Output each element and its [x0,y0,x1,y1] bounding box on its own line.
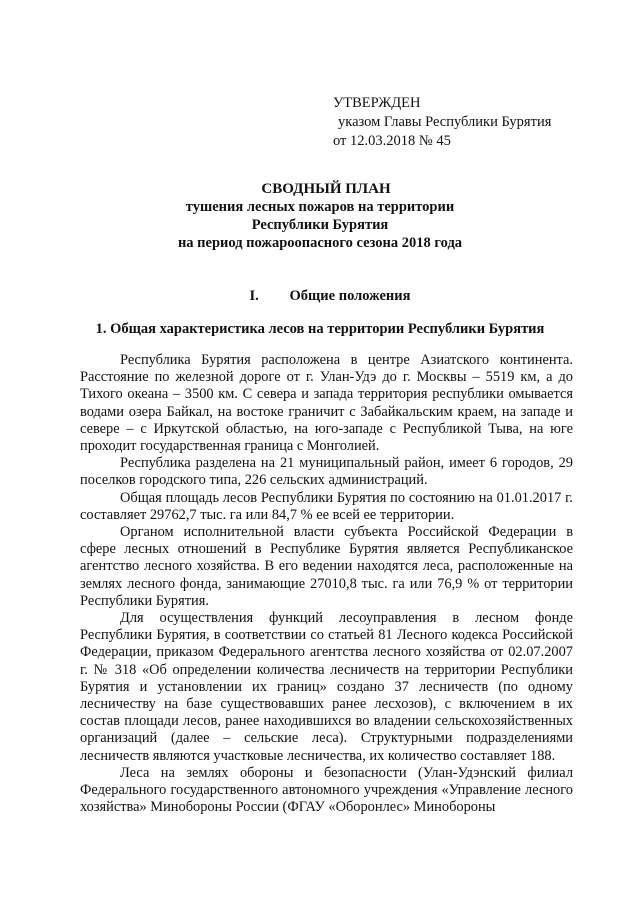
approval-line-3: от 12.03.2018 № 45 [333,133,451,149]
title-line-4: на период пожароопасного сезона 2018 года [177,235,463,251]
section-heading [0,288,640,305]
paragraph: Леса на землях обороны и безопасности (Улан-Удэнский филиал Федерального государственного автономного учреждения «Управление лесного хозяйства» Минобороны России (ФГАУ «Оборонлес» Минобороны [80,764,573,816]
document-title [0,180,640,252]
section-title: Общие положения [289,288,411,304]
title-line-2: тушения лесных пожаров на территории [185,199,455,215]
title-line-3: Республики Бурятия [251,217,389,233]
paragraph: Республика разделена на 21 муниципальный район, имеет 6 городов, 29 поселков городского типа, 226 сельских администраций. [80,455,573,489]
paragraph: Для осуществления функций лесоуправления в лесном фонде Республики Бурятия, в соответствии со статьей 81 Лесного кодекса Российской Федерации, приказом Федерального агентства лесного хозяйства от 02.07.2007 г. № 318 «Об определении количества лесничеств на территории Республики Бурятия и установлении их границ» создано 37 лесничеств (по одному лесничеству на базе существовавших ранее лесхозов), с включением в их состав площади лесов, ранее находившихся во владении сельскохозяйственных организаций (далее – сельские леса). Структурными подразделениями лесничеств являются участковые лесничества, их количество составляет 188. [80,610,573,764]
title-main: СВОДНЫЙ ПЛАН [261,181,391,197]
subsection-heading: 1. Общая характеристика лесов на территории Республики Бурятия [95,321,545,337]
paragraph: Органом исполнительной власти субъекта Российской Федерации в сфере лесных отношений в Республике Бурятия является Республиканское агентство лесного хозяйства. В его ведении находятся леса, расположенные на землях лесного фонда, занимающие 27010,8 тыс. га или 76,9 % от территории Республики Бурятия. [80,524,573,609]
body-text [80,352,573,816]
approval-stamp [333,94,551,151]
section-number: I. [249,288,259,304]
paragraph: Общая площадь лесов Республики Бурятия по состоянию на 01.01.2017 г. составляет 29762,7 тыс. га или 84,7 % ее всей ее территории. [80,489,573,523]
approval-line-1: УТВЕРЖДЕН [333,95,421,111]
approval-line-2: указом Главы Республики Бурятия [338,114,552,130]
paragraph: Республика Бурятия расположена в центре Азиатского континента. Расстояние по железной дороге от г. Улан-Удэ до г. Москвы – 5519 км, а до Тихого океана – 3500 км. С севера и запада территория республики омывается водами озера Байкал, на востоке граничит с Забайкальским краем, на западе и севере – с Иркутской областью, на юго-западе с Республикой Тыва, на юге проходит государственная граница с Монголией. [80,352,573,455]
